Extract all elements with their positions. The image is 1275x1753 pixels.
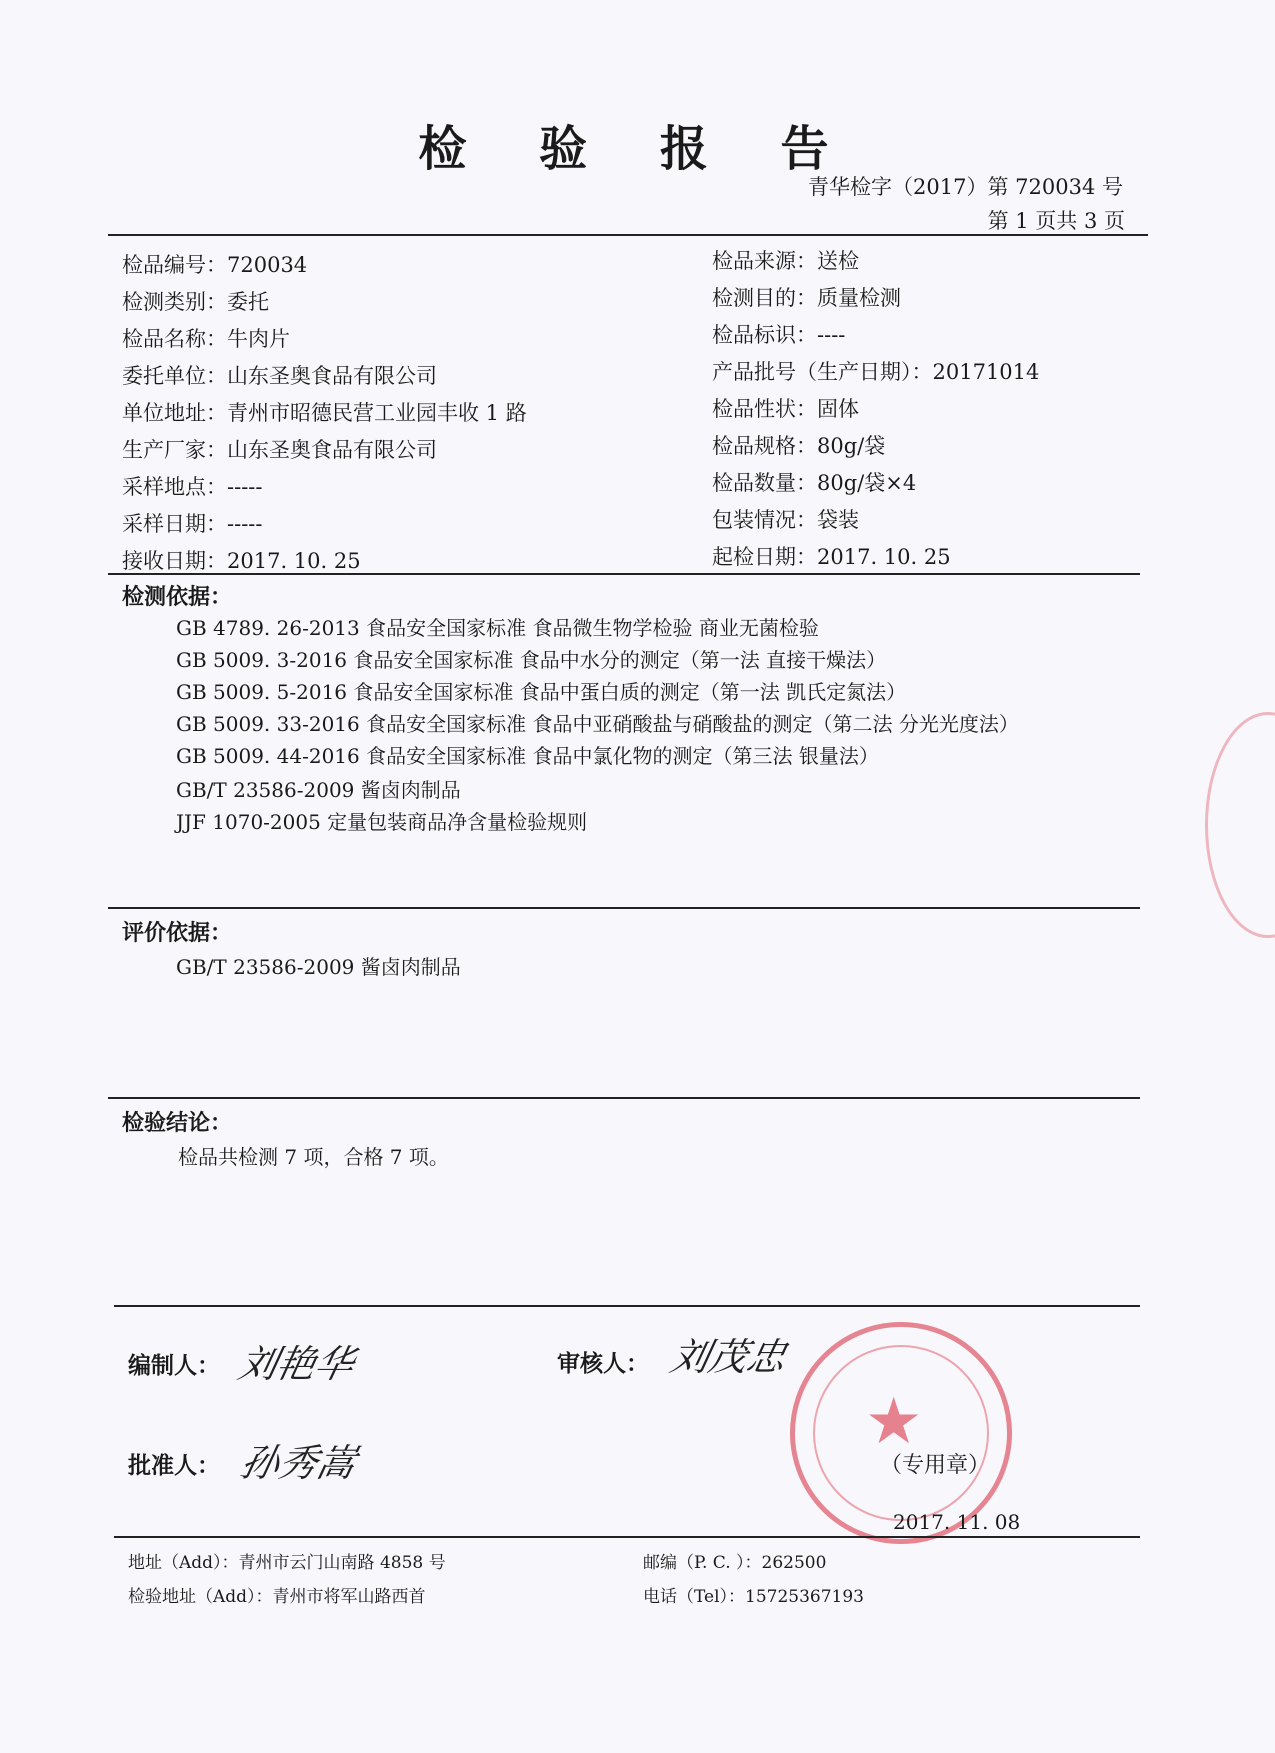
field-value: ---- bbox=[817, 323, 846, 347]
field-label: 检品名称： bbox=[122, 327, 227, 351]
field-label: 检品来源： bbox=[712, 249, 817, 273]
field-label: 起检日期： bbox=[712, 545, 817, 569]
header-rule bbox=[108, 234, 1148, 236]
approver-signature: 孙秀嵩 bbox=[236, 1441, 360, 1485]
testing-basis-rule bbox=[108, 907, 1140, 909]
field-value: 720034 bbox=[227, 253, 308, 277]
field-batch-no bbox=[712, 356, 1039, 386]
field-label: 委托单位： bbox=[122, 364, 227, 388]
field-label: 检品标识： bbox=[712, 323, 817, 347]
reviewer-label: 审核人： bbox=[557, 1350, 649, 1377]
field-sample-quantity bbox=[712, 467, 916, 497]
field-label: 检品数量： bbox=[712, 471, 817, 495]
field-value: ----- bbox=[227, 512, 263, 536]
field-value: 20171014 bbox=[932, 360, 1040, 384]
field-value: 山东圣奥食品有限公司 bbox=[227, 364, 437, 388]
field-test-category bbox=[122, 286, 269, 316]
footer-address: 地址（Add）：青州市云门山南路 4858 号 bbox=[128, 1553, 446, 1573]
field-client-address bbox=[122, 397, 527, 427]
testing-basis-item: GB/T 23586-2009 酱卤肉制品 bbox=[176, 778, 461, 802]
field-value: 委托 bbox=[227, 290, 269, 314]
field-value: 山东圣奥食品有限公司 bbox=[227, 438, 437, 462]
field-label: 包装情况： bbox=[712, 508, 817, 532]
field-label: 采样地点： bbox=[122, 475, 227, 499]
field-label: 检测目的： bbox=[712, 286, 817, 310]
evaluation-basis-item: GB/T 23586-2009 酱卤肉制品 bbox=[176, 955, 461, 979]
testing-basis-item: GB 5009. 3-2016 食品安全国家标准 食品中水分的测定（第一法 直接干燥法） bbox=[176, 648, 887, 672]
field-value: 送检 bbox=[817, 249, 859, 273]
testing-basis-item: GB 5009. 44-2016 食品安全国家标准 食品中氯化物的测定（第三法 银量法） bbox=[176, 744, 879, 768]
report-number: 青华检字（2017）第 720034 号 bbox=[808, 175, 1123, 199]
page-info: 第 1 页共 3 页 bbox=[987, 209, 1125, 233]
field-value: 80g/袋×4 bbox=[817, 471, 917, 495]
conclusion-heading: 检验结论： bbox=[122, 1110, 233, 1136]
field-label: 检品编号： bbox=[122, 253, 227, 277]
field-label: 检品性状： bbox=[712, 397, 817, 421]
evaluation-basis-rule bbox=[108, 1097, 1140, 1099]
fields-bottom-rule bbox=[108, 573, 1140, 575]
seal-star-icon: ★ bbox=[865, 1385, 923, 1459]
field-value: ----- bbox=[227, 475, 263, 499]
field-sample-no bbox=[122, 249, 307, 279]
field-value: 袋装 bbox=[817, 508, 859, 532]
testing-basis-item: JJF 1070-2005 定量包装商品净含量检验规则 bbox=[176, 810, 588, 834]
testing-basis-heading: 检测依据： bbox=[122, 584, 233, 610]
field-value: 牛肉片 bbox=[227, 327, 290, 351]
field-sample-mark bbox=[712, 319, 845, 349]
report-title: 检 验 报 告 bbox=[418, 121, 857, 177]
field-label: 产品批号（生产日期）： bbox=[712, 360, 933, 384]
field-label: 接收日期： bbox=[122, 549, 227, 573]
testing-basis-item: GB 5009. 33-2016 食品安全国家标准 食品中亚硝酸盐与硝酸盐的测定（第二法 分光光度法） bbox=[176, 712, 1019, 736]
testing-basis-item: GB 4789. 26-2013 食品安全国家标准 食品微生物学检验 商业无菌检验 bbox=[176, 616, 819, 640]
field-label: 单位地址： bbox=[122, 401, 227, 425]
compiler-signature: 刘艳华 bbox=[234, 1342, 358, 1386]
field-value: 青州市昭德民营工业园丰收 1 路 bbox=[227, 401, 527, 425]
testing-basis-item: GB 5009. 5-2016 食品安全国家标准 食品中蛋白质的测定（第一法 凯氏定氮法） bbox=[176, 680, 907, 704]
approver-label: 批准人： bbox=[128, 1452, 220, 1479]
field-sampling-location bbox=[122, 471, 262, 501]
footer-lab-address: 检验地址（Add）：青州市将军山路西首 bbox=[128, 1587, 426, 1607]
footer-rule bbox=[114, 1536, 1140, 1538]
field-value: 固体 bbox=[817, 397, 859, 421]
field-sample-source bbox=[712, 245, 859, 275]
stamp-type: （专用章） bbox=[880, 1453, 991, 1478]
field-label: 生产厂家： bbox=[122, 438, 227, 462]
field-packaging bbox=[712, 504, 859, 534]
compiler-label: 编制人： bbox=[128, 1352, 220, 1379]
field-value: 2017. 10. 25 bbox=[817, 545, 951, 569]
field-manufacturer bbox=[122, 434, 437, 464]
field-sampling-date bbox=[122, 508, 262, 538]
field-value: 2017. 10. 25 bbox=[227, 549, 361, 573]
field-sample-spec bbox=[712, 430, 885, 460]
field-client bbox=[122, 360, 437, 390]
field-sample-name bbox=[122, 323, 290, 353]
field-label: 检品规格： bbox=[712, 434, 817, 458]
field-value: 80g/袋 bbox=[817, 434, 886, 458]
stamp-date: 2017. 11. 08 bbox=[893, 1510, 1021, 1534]
partial-stamp bbox=[1205, 712, 1275, 938]
conclusion-text: 检品共检测 7 项，合格 7 项。 bbox=[178, 1145, 449, 1169]
field-received-date bbox=[122, 545, 361, 575]
reviewer-signature: 刘茂忠 bbox=[666, 1335, 790, 1379]
field-label: 检测类别： bbox=[122, 290, 227, 314]
field-test-start-date bbox=[712, 541, 951, 571]
footer-phone: 电话（Tel）：15725367193 bbox=[643, 1587, 864, 1607]
conclusion-rule bbox=[114, 1305, 1140, 1307]
field-test-purpose bbox=[712, 282, 901, 312]
field-label: 采样日期： bbox=[122, 512, 227, 536]
field-value: 质量检测 bbox=[817, 286, 901, 310]
evaluation-basis-heading: 评价依据： bbox=[122, 920, 233, 946]
field-sample-state bbox=[712, 393, 859, 423]
footer-postcode: 邮编（P. C. ）：262500 bbox=[643, 1553, 827, 1573]
